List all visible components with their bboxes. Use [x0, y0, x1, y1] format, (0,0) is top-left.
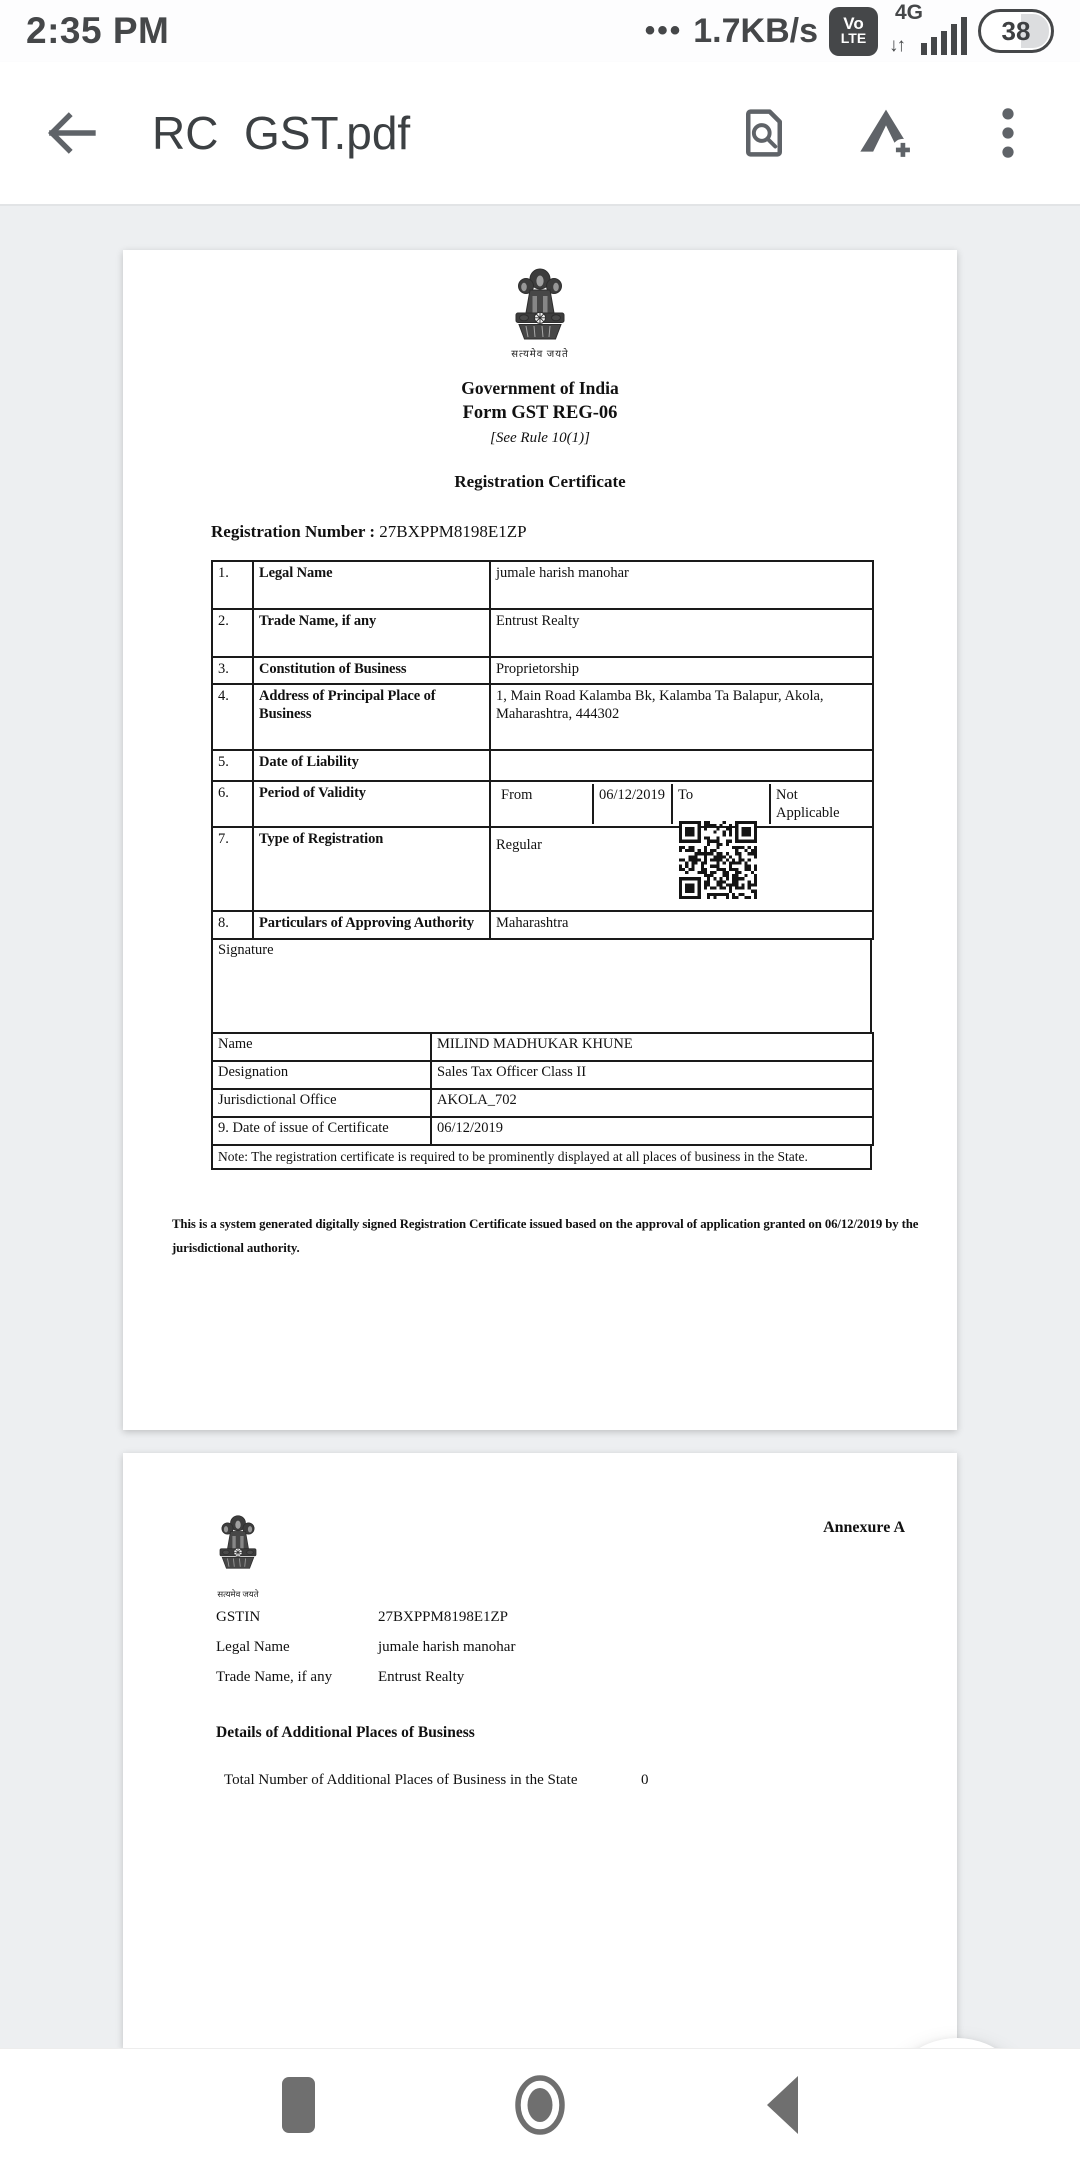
back-button[interactable] — [40, 103, 100, 163]
home-circle-icon — [514, 2074, 566, 2136]
period-to-value: Not Applicable — [769, 784, 867, 824]
data-arrows-icon: ↓↑ — [889, 35, 904, 56]
signature-box: Signature — [211, 938, 872, 1034]
find-in-document-button[interactable] — [736, 105, 792, 161]
registration-number-label: Registration Number : — [211, 522, 375, 541]
app-bar-actions — [736, 105, 1036, 161]
volte-icon: Vo LTE — [829, 7, 878, 56]
add-to-drive-button[interactable] — [858, 105, 914, 161]
add-to-drive-icon — [858, 105, 914, 161]
table-row-period-of-validity: 6. Period of Validity From 06/12/2019 To Not Applicable — [212, 781, 873, 827]
table-row: 3. Constitution of Business Proprietorship — [212, 657, 873, 684]
additional-places-heading: Details of Additional Places of Business — [216, 1724, 475, 1741]
registration-number-value: 27BXPPM8198E1ZP — [379, 522, 527, 541]
table-row: 1. Legal Name jumale harish manohar — [212, 561, 873, 609]
satyamev-jayate-text: सत्यमेव जयते — [511, 349, 569, 360]
cellular-signal-icon — [889, 1, 967, 57]
total-places-label: Total Number of Additional Places of Business in the State — [224, 1772, 578, 1788]
satyamev-jayate-text: सत्यमेव जयते — [217, 1589, 259, 1599]
back-triangle-icon — [767, 2076, 798, 2134]
approving-officer-table — [211, 1032, 874, 1146]
battery-percent: 38 — [1001, 15, 1031, 46]
table-row: 5. Date of Liability — [212, 750, 873, 781]
signal-bars-icon — [921, 17, 967, 55]
document-title: RC GST.pdf — [152, 107, 411, 159]
registration-number-line — [211, 522, 527, 542]
certificate-title: Registration Certificate — [454, 472, 626, 491]
emblem-of-india — [211, 1497, 265, 1587]
legal-name-field: Legal Name jumale harish manohar — [216, 1639, 516, 1655]
emblem-of-india — [504, 263, 576, 345]
note-row: Note: The registration certificate is required to be prominently displayed at all places of business in the State. — [211, 1144, 872, 1170]
table-row: Jurisdictional Office AKOLA_702 — [212, 1089, 873, 1117]
trade-name-field: Trade Name, if any Entrust Realty — [216, 1669, 465, 1685]
status-indicators — [645, 0, 1054, 62]
system-generated-note: This is a system generated digitally signed Registration Certificate issued based on the approval of application granted on 06/12/2019 by the jurisdictional authority. — [172, 1217, 919, 1255]
period-to-label: To — [671, 784, 769, 824]
notification-dots-icon: ••• — [644, 14, 683, 47]
pdf-page-2 — [123, 1453, 957, 2048]
period-from-value: 06/12/2019 — [592, 784, 671, 824]
government-of-india-heading: Government of India — [461, 378, 619, 398]
three-dot-menu-icon — [1000, 106, 1016, 160]
table-row-type-of-registration: 7. Type of Registration Regular — [212, 827, 873, 911]
android-nav-bar — [0, 2048, 1080, 2160]
recents-square-icon — [282, 2077, 315, 2133]
status-bar — [0, 0, 1080, 62]
table-row: 9. Date of issue of Certificate 06/12/2019 — [212, 1117, 873, 1145]
period-from-label: From — [501, 787, 533, 803]
table-row: 4. Address of Principal Place of Business 1, Main Road Kalamba Bk, Kalamba Ta Balapur, Akola, Maharashtra, 444302 — [212, 684, 873, 750]
nav-home-button[interactable] — [508, 2073, 572, 2137]
total-places-value: 0 — [641, 1772, 649, 1788]
pdf-viewer-scroll-area[interactable] — [0, 206, 1080, 2048]
network-type-label: 4G — [895, 1, 924, 24]
table-row: 8. Particulars of Approving Authority Maharashtra — [212, 911, 873, 939]
form-heading: Form GST REG-06 — [462, 403, 618, 423]
network-speed: 1.7KB/s — [693, 11, 818, 50]
qr-code — [679, 820, 757, 900]
gstin-field: GSTIN 27BXPPM8198E1ZP — [216, 1609, 509, 1625]
table-row: 2. Trade Name, if any Entrust Realty — [212, 609, 873, 657]
pdf-page-1 — [123, 250, 957, 1430]
battery-icon — [978, 9, 1054, 53]
app-bar — [0, 62, 1080, 206]
table-row: Designation Sales Tax Officer Class II — [212, 1061, 873, 1089]
overflow-menu-button[interactable] — [980, 105, 1036, 161]
certificate-table — [211, 560, 872, 1170]
find-in-document-icon — [737, 106, 791, 160]
table-row: Name MILIND MADHUKAR KHUNE — [212, 1033, 873, 1061]
rule-reference: [See Rule 10(1)] — [490, 430, 590, 446]
nav-back-button[interactable] — [750, 2073, 814, 2137]
nav-recents-button[interactable] — [266, 2073, 330, 2137]
back-arrow-icon — [41, 104, 99, 162]
annexure-heading: Annexure A — [823, 1519, 905, 1536]
clock: 2:35 PM — [26, 10, 170, 51]
